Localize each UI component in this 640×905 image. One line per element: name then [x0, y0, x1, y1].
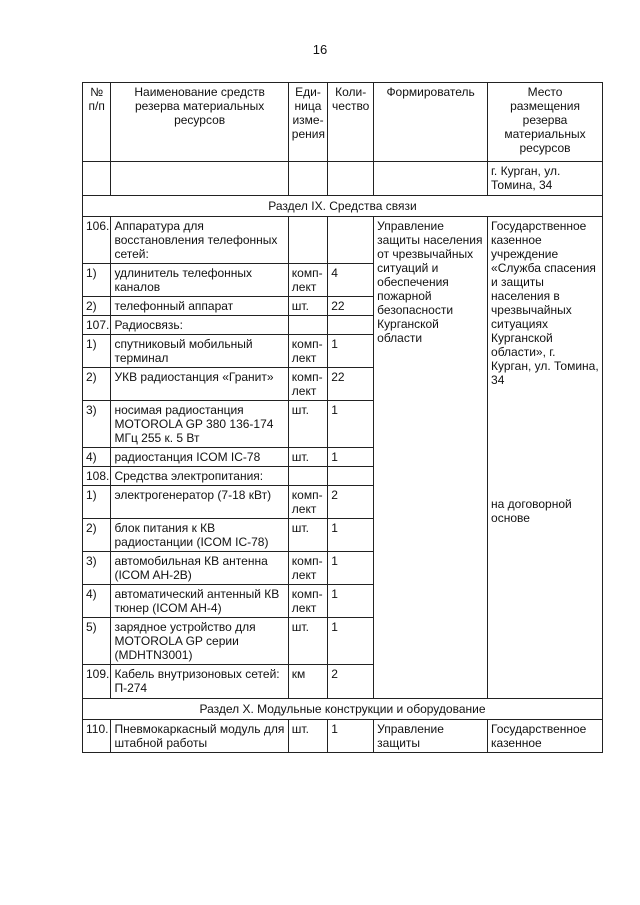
reserve-table	[82, 82, 603, 753]
cell-num: 3)	[83, 552, 111, 585]
cell-qty	[328, 467, 374, 486]
cell-name: удлинитель телефонных каналов	[111, 264, 288, 297]
cell-num: 2)	[83, 297, 111, 316]
cell-qty: 22	[328, 297, 374, 316]
cell-name: автомобильная КВ антенна (ICOM AH-2B)	[111, 552, 288, 585]
cell-unit	[288, 467, 327, 486]
cell-unit: комп-лект	[288, 552, 327, 585]
cell-unit: шт.	[288, 720, 327, 753]
cell-unit: шт.	[288, 401, 327, 448]
cell-qty: 2	[328, 486, 374, 519]
cell-unit	[288, 217, 327, 264]
section-title-10: Раздел X. Модульные конструкции и оборудование	[83, 699, 603, 720]
cell-qty: 4	[328, 264, 374, 297]
cell-qty: 1	[328, 585, 374, 618]
cell-place: Государственное казенное	[488, 720, 603, 753]
cell-num	[83, 162, 111, 196]
cell-qty: 22	[328, 368, 374, 401]
cell-qty: 1	[328, 448, 374, 467]
cell-name: Средства электропитания:	[111, 467, 288, 486]
cell-num: 2)	[83, 519, 111, 552]
cell-qty: 1	[328, 335, 374, 368]
page-number: 16	[312, 42, 328, 57]
cell-unit: шт.	[288, 618, 327, 665]
cell-name: телефонный аппарат	[111, 297, 288, 316]
carry-over-row	[83, 162, 603, 196]
cell-name: носимая радиостанция MOTOROLA GP 380 136-174 МГц 255 к. 5 Вт	[111, 401, 288, 448]
cell-num: 4)	[83, 448, 111, 467]
cell-num: 3)	[83, 401, 111, 448]
cell-unit: комп-лект	[288, 335, 327, 368]
cell-name: автоматический антенный КВ тюнер (ICOM AH-4)	[111, 585, 288, 618]
cell-place	[488, 217, 603, 699]
cell-unit: шт.	[288, 448, 327, 467]
section-row	[83, 699, 603, 720]
cell-name	[111, 162, 288, 196]
header-num: № п/п	[83, 83, 111, 162]
section-title-9: Раздел IX. Средства связи	[83, 196, 603, 217]
cell-former: Управление защиты	[374, 720, 488, 753]
cell-num: 1)	[83, 486, 111, 519]
header-unit: Еди-ница изме-рения	[288, 83, 327, 162]
cell-name: зарядное устройство для MOTOROLA GP серии (MDHTN3001)	[111, 618, 288, 665]
cell-name: радиостанция ICOM IC-78	[111, 448, 288, 467]
header-qty: Коли-чество	[328, 83, 374, 162]
cell-num: 5)	[83, 618, 111, 665]
cell-name: блок питания к КВ радиостанции (ICOM IC-78)	[111, 519, 288, 552]
cell-unit: шт.	[288, 297, 327, 316]
cell-name: Радиосвязь:	[111, 316, 288, 335]
cell-name: спутниковый мобильный терминал	[111, 335, 288, 368]
cell-name: Пневмокаркасный модуль для штабной работы	[111, 720, 288, 753]
cell-qty: 2	[328, 665, 374, 699]
cell-qty	[328, 217, 374, 264]
cell-unit: шт.	[288, 519, 327, 552]
cell-num: 109.	[83, 665, 111, 699]
cell-unit: комп-лект	[288, 585, 327, 618]
cell-qty	[328, 316, 374, 335]
cell-num: 107.	[83, 316, 111, 335]
cell-unit	[288, 316, 327, 335]
cell-num: 4)	[83, 585, 111, 618]
cell-unit: комп-лект	[288, 264, 327, 297]
cell-former: Управление защиты населения от чрезвычайных ситуаций и обеспечения пожарной безопасности Курганской области	[374, 217, 488, 699]
cell-name: Аппаратура для восстановления телефонных сетей:	[111, 217, 288, 264]
cell-name: электрогенератор (7-18 кВт)	[111, 486, 288, 519]
cell-unit: км	[288, 665, 327, 699]
cell-num: 106.	[83, 217, 111, 264]
cell-num: 2)	[83, 368, 111, 401]
cell-place: г. Курган, ул. Томина, 34	[488, 162, 603, 196]
header-name: Наименование средств резерва материальных ресурсов	[111, 83, 288, 162]
cell-qty: 1	[328, 519, 374, 552]
cell-qty: 1	[328, 720, 374, 753]
cell-num: 1)	[83, 264, 111, 297]
cell-qty: 1	[328, 552, 374, 585]
cell-former	[374, 162, 488, 196]
cell-qty: 1	[328, 401, 374, 448]
section-row	[83, 196, 603, 217]
place-contract: на договорной основе	[491, 497, 572, 525]
cell-unit: комп-лект	[288, 486, 327, 519]
header-place: Место размещения резерва материальных ресурсов	[488, 83, 603, 162]
cell-num: 108.	[83, 467, 111, 486]
cell-unit	[288, 162, 327, 196]
header-former: Формирователь	[374, 83, 488, 162]
cell-qty: 1	[328, 618, 374, 665]
cell-num: 110.	[83, 720, 111, 753]
table-header-row	[83, 83, 603, 162]
cell-unit: комп-лект	[288, 368, 327, 401]
cell-name: УКВ радиостанция «Гранит»	[111, 368, 288, 401]
cell-name: Кабель внутризоновых сетей: П-274	[111, 665, 288, 699]
table-row	[83, 217, 603, 264]
place-primary: Государственное казенное учреждение «Служба спасения и защиты населения в чрезвычайных ситуациях Курганской области», г. Курган, ул. Томина, 34	[491, 219, 599, 387]
table-row	[83, 720, 603, 753]
cell-qty	[328, 162, 374, 196]
cell-num: 1)	[83, 335, 111, 368]
